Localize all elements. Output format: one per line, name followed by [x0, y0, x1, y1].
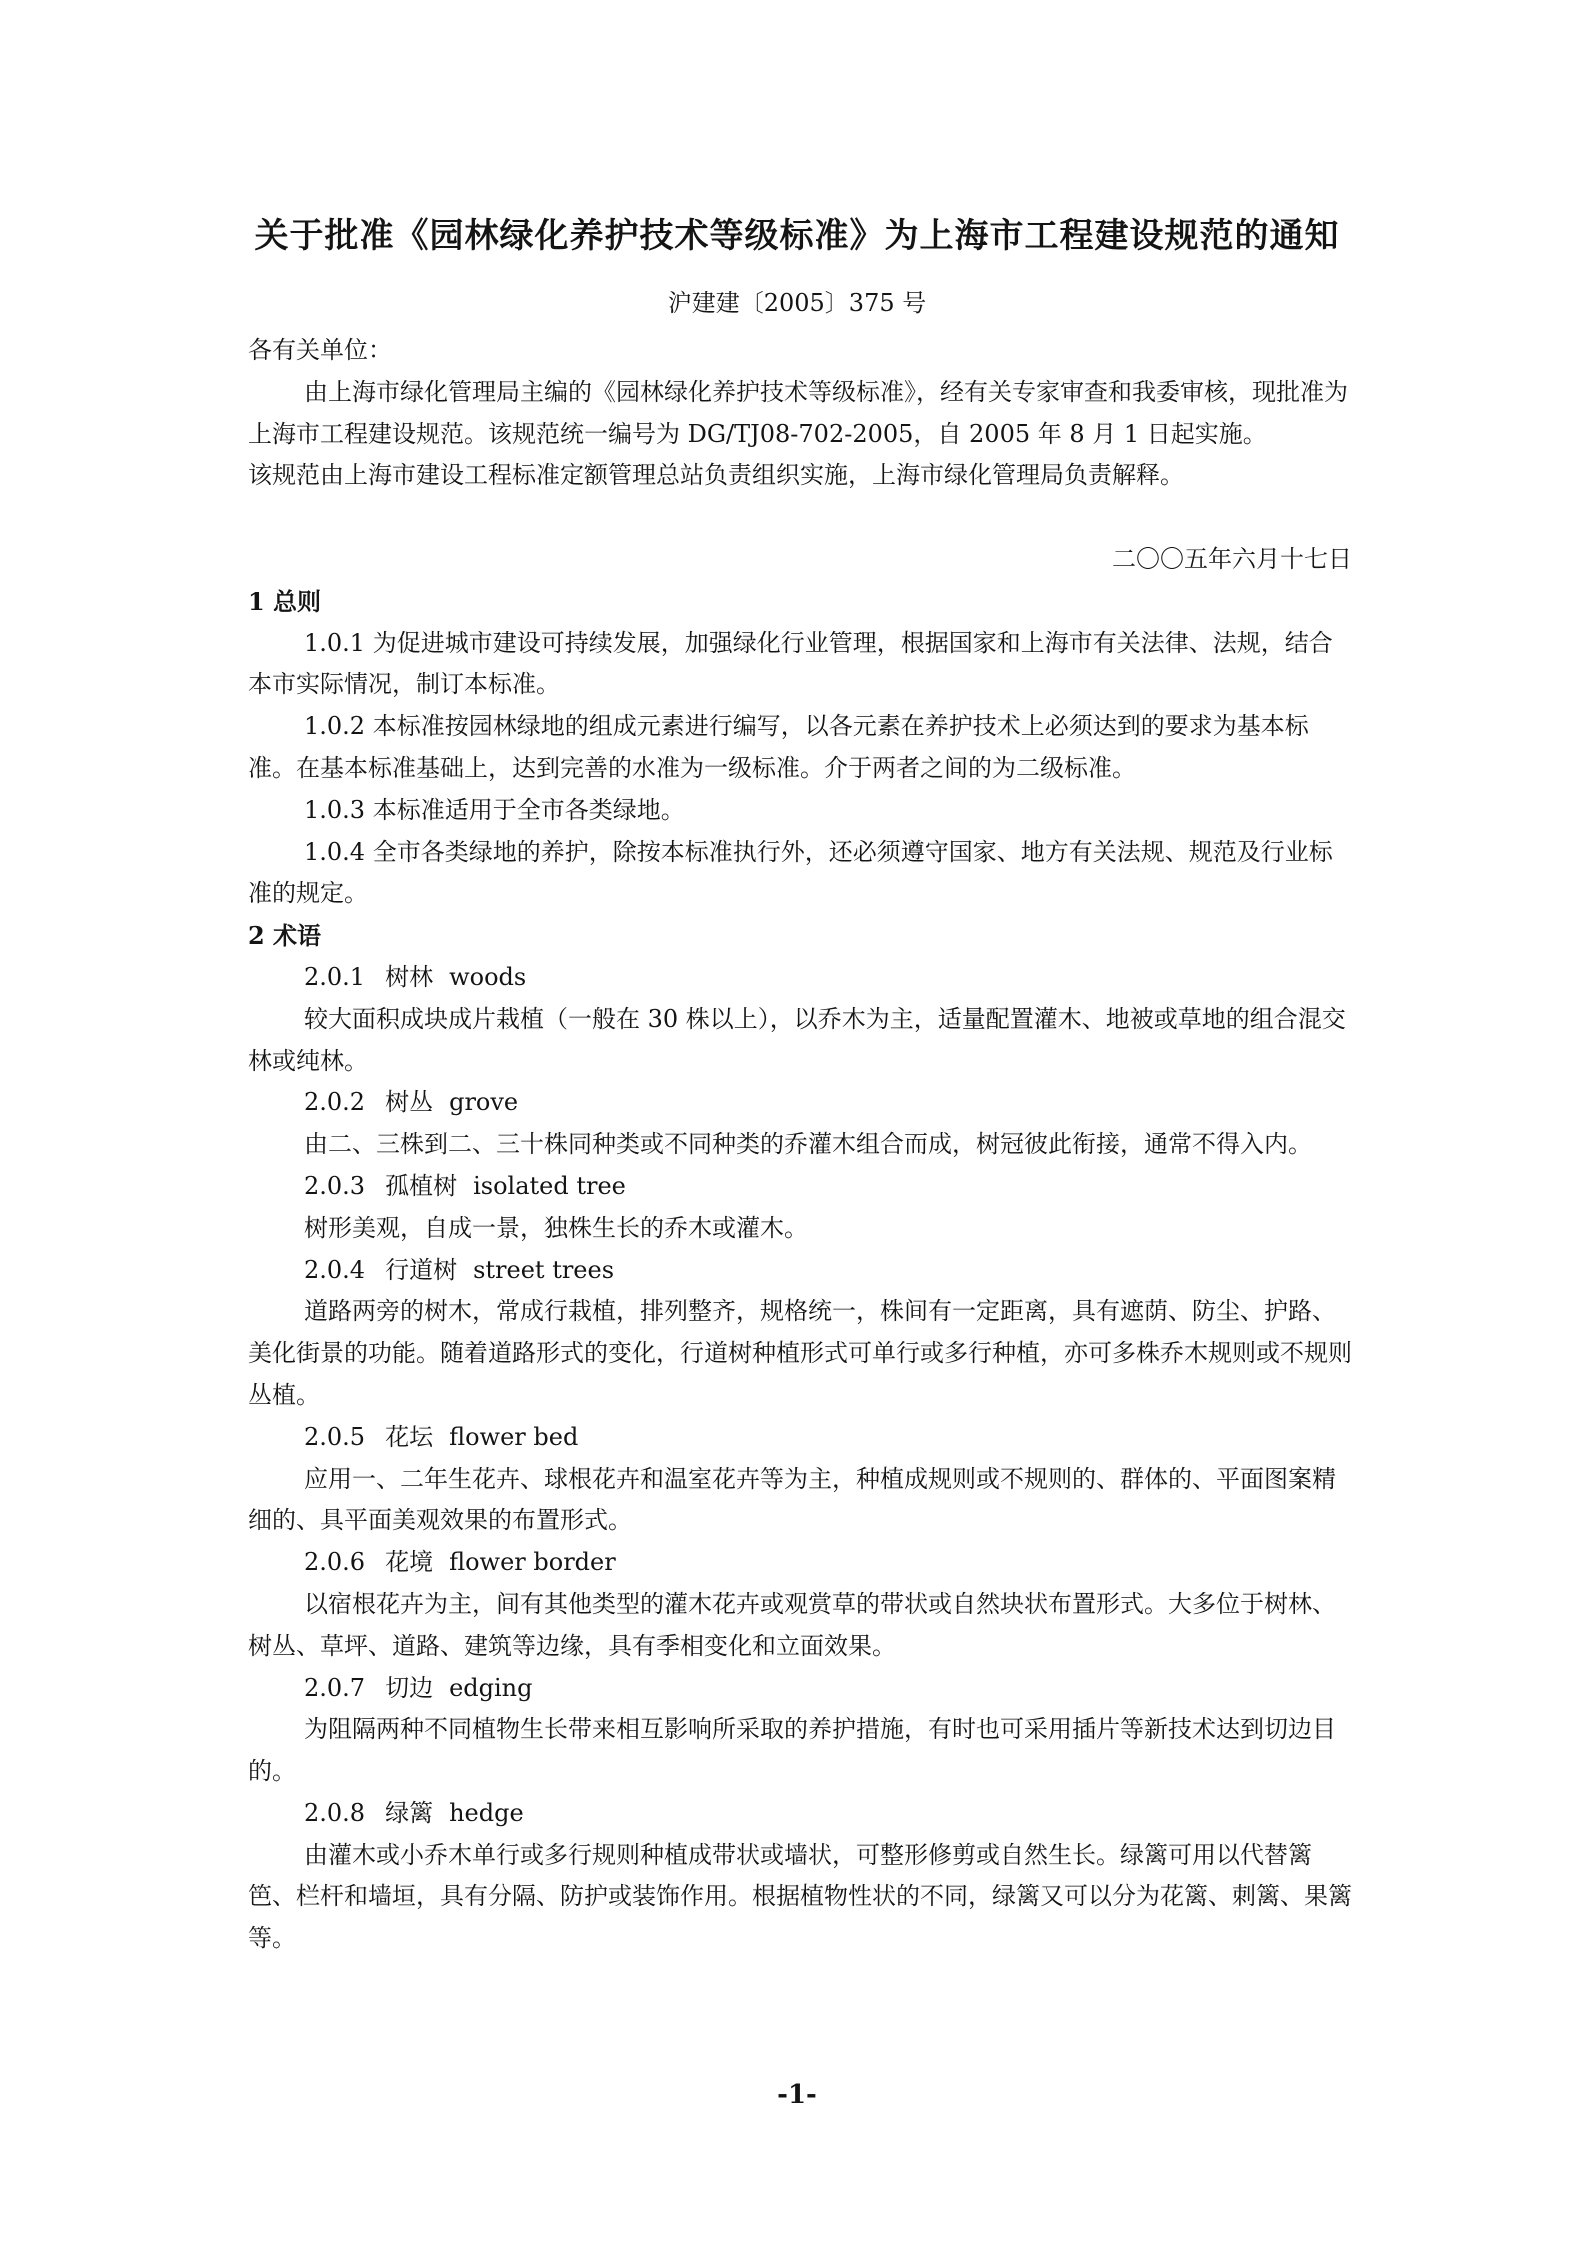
- term-english: hedge: [449, 1798, 524, 1827]
- clause-1-0-2: 1.0.2 本标准按园林绿地的组成元素进行编写，以各元素在养护技术上必须达到的要求为基本标准。在基本标准基础上，达到完善的水准为一级标准。介于两者之间的为二级标准。: [248, 712, 1309, 782]
- term-number: 2.0.6: [304, 1548, 366, 1577]
- term-english: woods: [449, 962, 527, 991]
- clause-1-0-3: 1.0.3 本标准适用于全市各类绿地。: [304, 795, 685, 824]
- term-2-0-1-definition: 较大面积成块成片栽植（一般在 30 株以上），以乔木为主，适量配置灌木、地被或草地的组合混交林或纯林。: [248, 1004, 1346, 1075]
- term-chinese: 花坛: [385, 1422, 434, 1451]
- term-2-0-5-heading: [248, 1417, 1352, 1459]
- term-english: flower border: [449, 1548, 616, 1577]
- term-english: edging: [449, 1673, 533, 1702]
- term-number: 2.0.7: [304, 1673, 366, 1702]
- term-number: 2.0.1: [304, 962, 366, 991]
- term-2-0-4-definition: 道路两旁的树木，常成行栽植，排列整齐，规格统一，株间有一定距离，具有遮荫、防尘、护路、美化街景的功能。随着道路形式的变化，行道树种植形式可单行或多行种植，亦可多株乔木规则或不规则丛植。: [248, 1297, 1352, 1409]
- term-number: 2.0.4: [304, 1255, 366, 1284]
- term-2-0-5-definition: 应用一、二年生花卉、球根花卉和温室花卉等为主，种植成规则或不规则的、群体的、平面图案精细的、具平面美观效果的布置形式。: [248, 1464, 1336, 1535]
- page-number: -1-: [777, 2080, 817, 2110]
- term-chinese: 树林: [385, 962, 434, 991]
- term-2-0-4-heading: [248, 1250, 1352, 1292]
- term-chinese: 绿篱: [385, 1798, 434, 1827]
- term-2-0-3-definition: 树形美观，自成一景，独株生长的乔木或灌木。: [304, 1213, 808, 1242]
- document-body: [248, 330, 1352, 1960]
- term-2-0-7-heading: [248, 1668, 1352, 1710]
- term-2-0-3-heading: [248, 1166, 1352, 1208]
- term-2-0-6-heading: [248, 1542, 1352, 1584]
- clause-1-0-1: 1.0.1 为促进城市建设可持续发展，加强绿化行业管理，根据国家和上海市有关法律、法规，结合本市实际情况，制订本标准。: [248, 628, 1333, 699]
- term-chinese: 树丛: [385, 1088, 434, 1117]
- term-english: flower bed: [449, 1422, 579, 1451]
- term-2-0-6-definition: 以宿根花卉为主，间有其他类型的灌木花卉或观赏草的带状或自然块状布置形式。大多位于树林、树丛、草坪、道路、建筑等边缘，具有季相变化和立面效果。: [248, 1589, 1336, 1660]
- term-2-0-2-definition: 由二、三株到二、三十株同种类或不同种类的乔灌木组合而成，树冠彼此衔接，通常不得入内。: [304, 1130, 1312, 1159]
- term-2-0-8-heading: [248, 1793, 1352, 1835]
- notice-paragraph-2: 该规范由上海市建设工程标准定额管理总站负责组织实施，上海市绿化管理局负责解释。: [248, 461, 1184, 490]
- term-chinese: 切边: [385, 1673, 434, 1702]
- term-chinese: 孤植树: [385, 1171, 458, 1200]
- term-english: isolated tree: [473, 1171, 626, 1200]
- term-number: 2.0.8: [304, 1798, 366, 1827]
- term-2-0-2-heading: [248, 1082, 1352, 1124]
- notice-date: 二〇〇五年六月十七日: [1112, 544, 1352, 573]
- term-chinese: 花境: [385, 1548, 434, 1577]
- term-2-0-7-definition: 为阻隔两种不同植物生长带来相互影响所采取的养护措施，有时也可采用插片等新技术达到切边目的。: [248, 1715, 1336, 1786]
- salutation: 各有关单位：: [248, 336, 392, 364]
- term-english: street trees: [473, 1255, 615, 1284]
- term-english: grove: [449, 1088, 519, 1117]
- term-2-0-8-definition: 由灌木或小乔木单行或多行规则种植成带状或墙状，可整形修剪或自然生长。绿篱可用以代替篱笆、栏杆和墙垣，具有分隔、防护或装饰作用。根据植物性状的不同，绿篱又可以分为花篱、刺篱、果篱等。: [248, 1840, 1352, 1953]
- notice-paragraph-1: 由上海市绿化管理局主编的《园林绿化养护技术等级标准》，经有关专家审查和我委审核，现批准为上海市工程建设规范。该规范统一编号为 DG/TJ08-702-2005，自 2005 年 8 月 1 日起实施。: [248, 377, 1348, 448]
- section-2-heading: 2 术语: [248, 921, 322, 951]
- term-2-0-1-heading: [248, 957, 1352, 999]
- document-number: 沪建建〔2005〕375 号: [667, 289, 927, 317]
- term-number: 2.0.5: [304, 1422, 366, 1451]
- notice-title: 关于批准《园林绿化养护技术等级标准》为上海市工程建设规范的通知: [254, 216, 1340, 256]
- section-1-heading: 1 总则: [248, 586, 322, 616]
- term-number: 2.0.3: [304, 1171, 366, 1200]
- clause-1-0-4: 1.0.4 全市各类绿地的养护，除按本标准执行外，还必须遵守国家、地方有关法规、规范及行业标准的规定。: [248, 837, 1333, 908]
- term-chinese: 行道树: [385, 1255, 458, 1284]
- term-number: 2.0.2: [304, 1088, 366, 1117]
